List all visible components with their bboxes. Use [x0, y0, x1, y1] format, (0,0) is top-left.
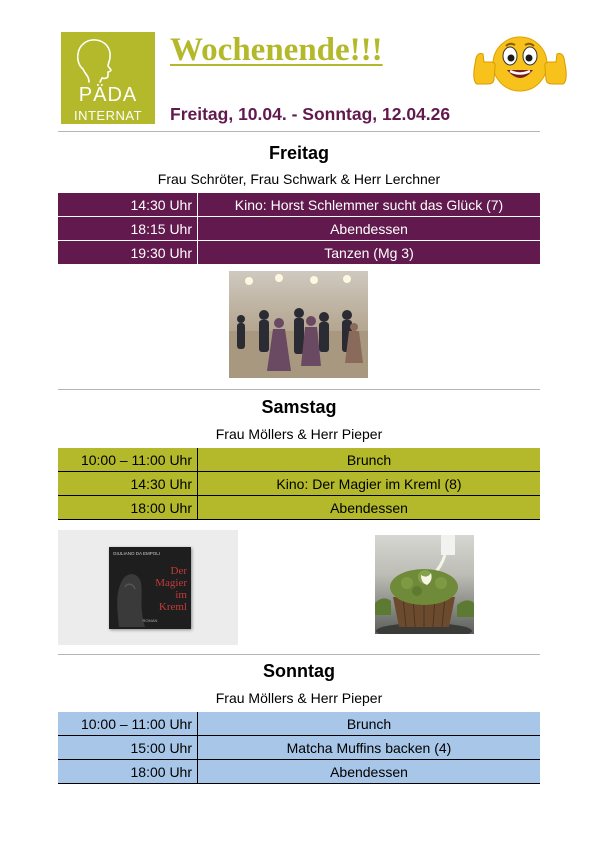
book-subtitle: ROMAN — [142, 618, 158, 623]
time-cell: 18:00 Uhr — [58, 760, 198, 784]
book-cover-photo — [58, 530, 238, 645]
time-cell: 14:30 Uhr — [58, 193, 198, 217]
divider — [58, 131, 540, 132]
activity-cell: Matcha Muffins backen (4) — [198, 736, 541, 760]
dance-photo — [229, 271, 368, 378]
book-author: GIULIANO DA EMPOLI — [113, 551, 161, 556]
activity-cell: Abendessen — [198, 217, 541, 241]
activity-cell: Abendessen — [198, 496, 541, 520]
logo-text-internat: INTERNAT — [73, 108, 143, 123]
activity-cell: Tanzen (Mg 3) — [198, 241, 541, 265]
table-row — [58, 736, 540, 760]
dance-photo-illustration — [229, 271, 368, 378]
day-heading-friday: Freitag — [268, 143, 329, 163]
paeda-internat-logo — [61, 32, 155, 124]
activity-cell: Abendessen — [198, 760, 541, 784]
schedule-saturday — [58, 448, 540, 520]
staff-friday: Frau Schröter, Frau Schwark & Herr Lerchner — [157, 171, 441, 187]
matcha-muffin-photo — [375, 535, 474, 634]
staff-sunday: Frau Möllers & Herr Pieper — [215, 690, 383, 706]
book-cover — [109, 547, 191, 629]
schedule-friday — [58, 193, 540, 265]
time-cell: 10:00 – 11:00 Uhr — [58, 712, 198, 736]
activity-cell: Kino: Der Magier im Kreml (8) — [198, 472, 541, 496]
table-row — [58, 217, 540, 241]
staff-saturday: Frau Möllers & Herr Pieper — [215, 426, 383, 442]
date-range: Freitag, 10.04. - Sonntag, 12.04.26 — [170, 104, 451, 124]
table-row — [58, 241, 540, 265]
time-cell: 14:30 Uhr — [58, 472, 198, 496]
table-row — [58, 472, 540, 496]
activity-cell: Brunch — [198, 712, 541, 736]
activity-cell: Brunch — [198, 448, 541, 472]
table-row — [58, 448, 540, 472]
table-row — [58, 193, 540, 217]
page-title: Wochenende!!! — [170, 32, 383, 68]
table-row — [58, 496, 540, 520]
time-cell: 10:00 – 11:00 Uhr — [58, 448, 198, 472]
divider — [58, 654, 540, 655]
head-profile-icon — [67, 36, 117, 86]
table-row — [58, 760, 540, 784]
activity-cell: Kino: Horst Schlemmer sucht das Glück (7) — [198, 193, 541, 217]
logo-text-paeda: PÄDA — [78, 84, 138, 106]
day-heading-sunday: Sonntag — [263, 661, 335, 681]
time-cell: 18:00 Uhr — [58, 496, 198, 520]
day-heading-saturday: Samstag — [261, 397, 337, 417]
muffin-illustration — [375, 535, 474, 634]
thumbs-up-smiley-icon — [470, 30, 570, 96]
schedule-sunday — [58, 712, 540, 784]
divider — [58, 389, 540, 390]
time-cell: 19:30 Uhr — [58, 241, 198, 265]
time-cell: 18:15 Uhr — [58, 217, 198, 241]
time-cell: 15:00 Uhr — [58, 736, 198, 760]
table-row — [58, 712, 540, 736]
book-title: Der Magier im Kreml — [155, 565, 187, 613]
